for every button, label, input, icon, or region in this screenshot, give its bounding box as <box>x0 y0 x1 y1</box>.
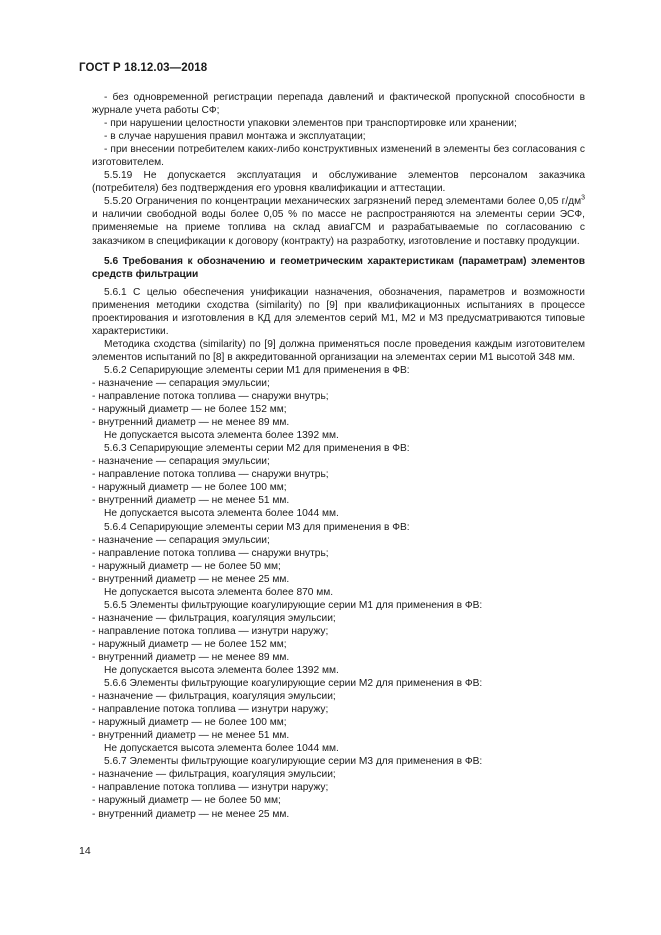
list-item: - направление потока топлива — снаружи внутрь; <box>92 547 329 559</box>
intro-item: - при нарушении целостности упаковки элементов при транспортировке или хранении; <box>104 118 517 130</box>
intro-item: - в случае нарушения правил монтажа и эксплуатации; <box>104 131 366 143</box>
subsection-title: 5.6.2 Сепарирующие элементы серии М1 для применения в ФВ: <box>104 364 410 376</box>
subsection-note: Не допускается высота элемента более 1392 мм. <box>104 665 339 677</box>
list-item: - наружный диаметр — не более 152 мм; <box>92 638 287 650</box>
paragraph-5-6-1: 5.6.1 С целью обеспечения унификации назначения, обозначения, параметров и возможности применения методики сходства (similarity) по [9] при квалификационных испытаниях в процессе проектирования и изготовления в КД для элементов серий М1, М2 и М3 предусматриваются типовые характеристики. <box>92 286 585 337</box>
list-item: - назначение — сепарация эмульсии; <box>92 534 270 546</box>
list-item: - наружный диаметр — не более 50 мм; <box>92 795 281 807</box>
subsection-note: Не допускается высота элемента более 1392 мм. <box>104 430 339 442</box>
list-item: - назначение — фильтрация, коагуляция эмульсии; <box>92 612 336 624</box>
list-item: - направление потока топлива — изнутри наружу; <box>92 625 329 637</box>
list-item: - внутренний диаметр — не менее 89 мм. <box>92 651 290 663</box>
superscript: 3 <box>581 194 585 202</box>
list-item: - внутренний диаметр — не менее 51 мм. <box>92 730 290 742</box>
subsection-title: 5.6.5 Элементы фильтрующие коагулирующие серии М1 для применения в ФВ: <box>104 599 483 611</box>
list-item: - направление потока топлива — изнутри наружу; <box>92 782 329 794</box>
subsection-title: 5.6.7 Элементы фильтрующие коагулирующие серии М3 для применения в ФВ: <box>104 756 483 768</box>
list-item: - внутренний диаметр — не менее 25 мм. <box>92 573 290 585</box>
subsection-note: Не допускается высота элемента более 1044 мм. <box>104 743 339 755</box>
paragraph-5-5-20-text-b: и наличии свободной воды более 0,05 % по массе не распространяются на элементы серии ЭСФ, применяемые на приеме топлива на склад авиаГСМ и разрабатываемые по согласованию с заказчиком в спецификации к договору (контракту) на разработку, изготовление и поставку продукции. <box>92 209 585 247</box>
list-item: - внутренний диаметр — не менее 25 мм. <box>92 808 290 820</box>
list-item: - назначение — сепарация эмульсии; <box>92 377 270 389</box>
subsection-note: Не допускается высота элемента более 1044 мм. <box>104 508 339 520</box>
subsection-title: 5.6.6 Элементы фильтрующие коагулирующие серии М2 для применения в ФВ: <box>104 678 483 690</box>
page-content <box>92 91 585 821</box>
list-item: - назначение — фильтрация, коагуляция эмульсии; <box>92 691 336 703</box>
intro-item: - при внесении потребителем каких-либо конструктивных изменений в элементы без согласования с изготовителем. <box>92 144 585 169</box>
paragraph-similarity-method: Методика сходства (similarity) по [9] должна применяться после проведения каждым изготовителем элементов испытаний по [8] в аккредитованной организации на элементах серии М1 высотой 348 мм. <box>92 338 585 363</box>
list-item: - направление потока топлива — снаружи внутрь; <box>92 391 329 403</box>
subsection-title: 5.6.4 Сепарирующие элементы серии М3 для применения в ФВ: <box>104 521 410 533</box>
list-item: - назначение — фильтрация, коагуляция эмульсии; <box>92 769 336 781</box>
page-number: 14 <box>79 845 91 857</box>
paragraph-5-5-20-text-a: 5.5.20 Ограничения по концентрации механических загрязнений перед элементами более 0,05 г/дм <box>104 196 582 208</box>
list-item: - назначение — сепарация эмульсии; <box>92 456 270 468</box>
paragraph-5-5-19: 5.5.19 Не допускается эксплуатация и обслуживание элементов персоналом заказчика (потребителя) без подтверждения его уровня квалификации и аттестации. <box>92 170 585 195</box>
intro-item: - без одновременной регистрации перепада давлений и фактической пропускной способности в журнале учета работы СФ; <box>92 92 585 117</box>
paragraph-5-5-20 <box>92 195 585 247</box>
subsection-title: 5.6.3 Сепарирующие элементы серии М2 для применения в ФВ: <box>104 443 410 455</box>
list-item: - наружный диаметр — не более 50 мм; <box>92 560 281 572</box>
section-heading-5-6: 5.6 Требования к обозначению и геометрическим характеристикам (параметрам) элементов средств фильтрации <box>92 255 585 280</box>
list-item: - внутренний диаметр — не менее 51 мм. <box>92 495 290 507</box>
subsection-note: Не допускается высота элемента более 870 мм. <box>104 586 334 598</box>
list-item: - внутренний диаметр — не менее 89 мм. <box>92 417 290 429</box>
list-item: - направление потока топлива — снаружи внутрь; <box>92 469 329 481</box>
list-item: - направление потока топлива — изнутри наружу; <box>92 704 329 716</box>
document-header: ГОСТ Р 18.12.03—2018 <box>79 62 208 74</box>
list-item: - наружный диаметр — не более 100 мм; <box>92 717 287 729</box>
list-item: - наружный диаметр — не более 100 мм; <box>92 482 287 494</box>
list-item: - наружный диаметр — не более 152 мм; <box>92 404 287 416</box>
